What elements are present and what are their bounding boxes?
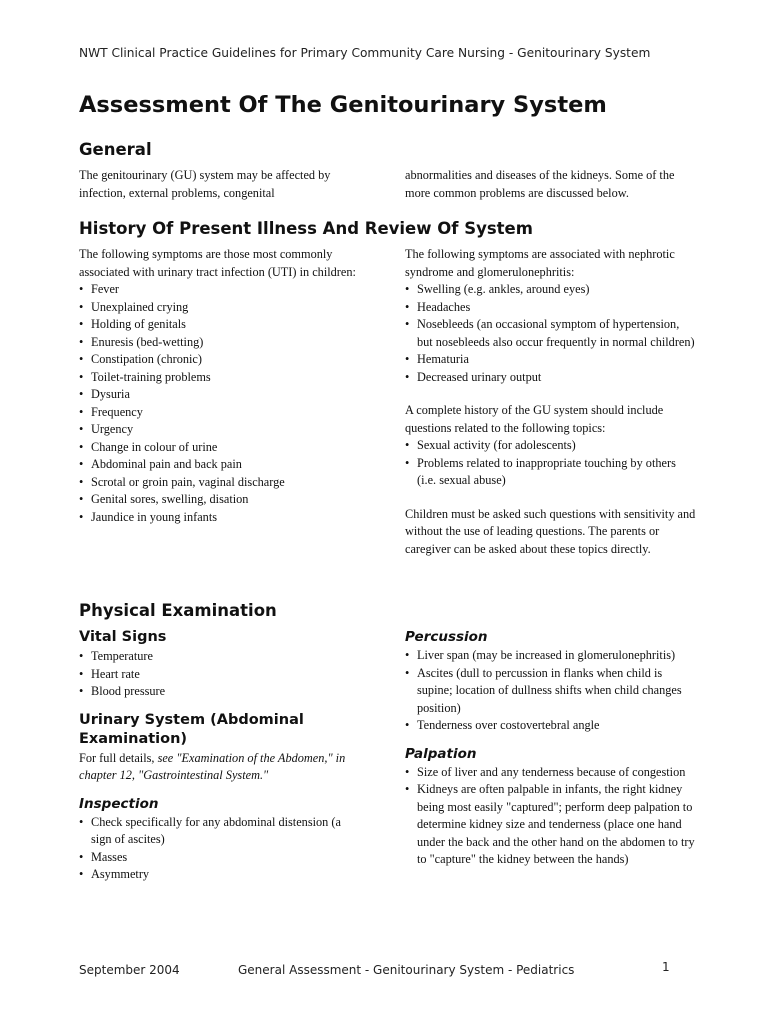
section-heading-history: History Of Present Illness And Review Of System — [79, 219, 533, 238]
complete-history-list — [405, 437, 697, 490]
general-text-right: abnormalities and diseases of the kidneys. Some of the more common problems are discussed below. — [405, 168, 675, 200]
section-heading-physical-examination: Physical Examination — [79, 601, 277, 620]
list-item: • Masses — [79, 849, 361, 867]
running-header: NWT Clinical Practice Guidelines for Primary Community Care Nursing - Genitourinary System — [79, 46, 651, 60]
list-item: • Unexplained crying — [79, 299, 361, 317]
urinary-details — [79, 750, 361, 785]
palpation-list — [405, 764, 697, 869]
list-item: • Liver span (may be increased in glomerulonephritis) — [405, 647, 697, 665]
list-item: • Problems related to inappropriate touching by others (i.e. sexual abuse) — [405, 455, 697, 490]
list-item: • Sexual activity (for adolescents) — [405, 437, 697, 455]
page-title: Assessment Of The Genitourinary System — [79, 92, 607, 118]
subheading-urinary-system: Urinary System (Abdominal Examination) — [79, 711, 304, 747]
subheading-vital-signs: Vital Signs — [79, 629, 167, 645]
general-left-column — [79, 167, 361, 202]
children-note: Children must be asked such questions with sensitivity and without the use of leading questions. The parents or caregiver can be asked about these topics directly. — [405, 506, 696, 556]
list-item: • Frequency — [79, 404, 361, 422]
list-item: • Tenderness over costovertebral angle — [405, 717, 697, 735]
list-item: • Change in colour of urine — [79, 439, 361, 457]
list-item: • Headaches — [405, 299, 697, 317]
list-item: • Nosebleeds (an occasional symptom of hypertension, but nosebleeds also occur frequently in normal children) — [405, 316, 697, 351]
list-item: • Decreased urinary output — [405, 369, 697, 387]
uti-symptom-list — [79, 281, 361, 526]
urinary-details-reference: see "Examination of the Abdomen," in chapter 12, "Gastrointestinal System." — [79, 750, 346, 782]
list-item: • Dysuria — [79, 386, 361, 404]
list-item: • Constipation (chronic) — [79, 351, 361, 369]
list-item: • Check specifically for any abdominal distension (a sign of ascites) — [79, 814, 361, 849]
inspection-list — [79, 814, 361, 884]
list-item: • Size of liver and any tenderness because of congestion — [405, 764, 697, 782]
list-item: • Abdominal pain and back pain — [79, 456, 361, 474]
physical-left-column — [79, 628, 361, 884]
list-item: • Kidneys are often palpable in infants, the right kidney being most easily "captured"; perform deep palpation to determine kidney size and tenderness (place one hand under the back and the other hand on the abdomen to try to "capture" the kidney between the hands) — [405, 781, 697, 869]
list-item: • Holding of genitals — [79, 316, 361, 334]
percussion-list — [405, 647, 697, 735]
footer-page-number: 1 — [662, 960, 670, 974]
vital-signs-list — [79, 648, 361, 701]
section-heading-general: General — [79, 140, 152, 159]
uti-intro: The following symptoms are those most commonly associated with urinary tract infection (UTI) in children: — [79, 247, 356, 279]
list-item: • Blood pressure — [79, 683, 361, 701]
list-item: • Hematuria — [405, 351, 697, 369]
list-item: • Temperature — [79, 648, 361, 666]
list-item: • Fever — [79, 281, 361, 299]
list-item: • Genital sores, swelling, disation — [79, 491, 361, 509]
subheading-palpation: Palpation — [405, 745, 477, 762]
footer-date: September 2004 — [79, 963, 180, 977]
physical-right-column — [405, 628, 697, 869]
list-item: • Urgency — [79, 421, 361, 439]
list-item: • Ascites (dull to percussion in flanks when child is supine; location of dullness shifts when child changes position) — [405, 665, 697, 718]
list-item: • Asymmetry — [79, 866, 361, 884]
list-item: • Scrotal or groin pain, vaginal discharge — [79, 474, 361, 492]
general-right-column — [405, 167, 697, 202]
list-item: • Swelling (e.g. ankles, around eyes) — [405, 281, 697, 299]
nephrotic-symptom-list — [405, 281, 697, 386]
list-item: • Heart rate — [79, 666, 361, 684]
complete-history-intro: A complete history of the GU system should include questions related to the following topics: — [405, 403, 664, 435]
history-left-column — [79, 246, 361, 526]
list-item: • Enuresis (bed-wetting) — [79, 334, 361, 352]
subheading-inspection: Inspection — [79, 795, 159, 812]
nephrotic-intro: The following symptoms are associated with nephrotic syndrome and glomerulonephritis: — [405, 247, 675, 279]
general-text-left: The genitourinary (GU) system may be affected by infection, external problems, congenital — [79, 168, 331, 200]
urinary-details-prefix: For full details, — [79, 750, 158, 765]
list-item: • Toilet-training problems — [79, 369, 361, 387]
footer-title: General Assessment - Genitourinary System - Pediatrics — [238, 963, 575, 977]
list-item: • Jaundice in young infants — [79, 509, 361, 527]
history-right-column — [405, 246, 697, 558]
subheading-percussion: Percussion — [405, 629, 488, 645]
